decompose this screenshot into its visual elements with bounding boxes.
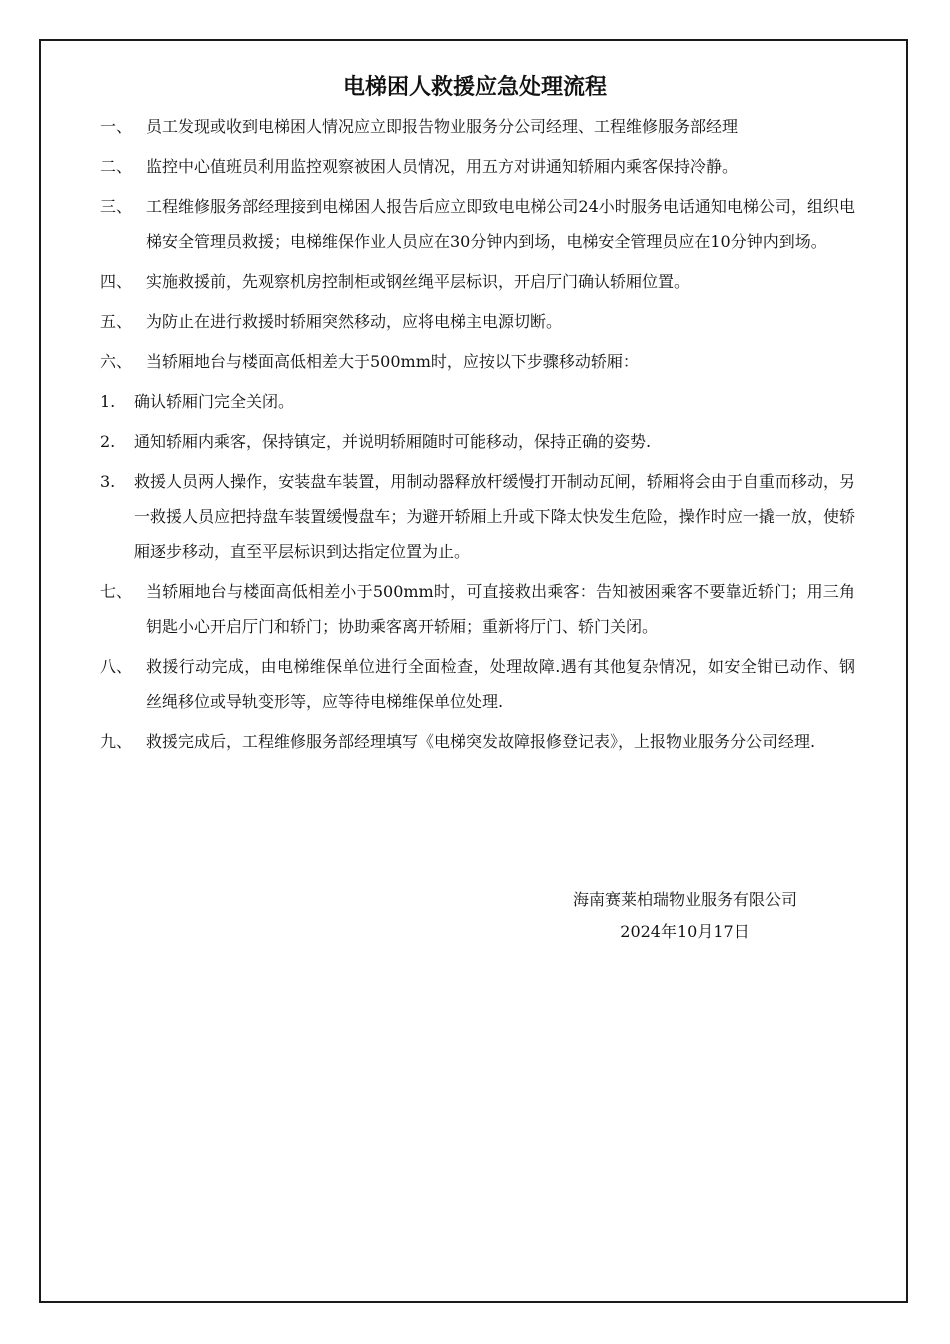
item-text: 当轿厢地台与楼面高低相差小于500mm时，可直接救出乘客：告知被困乘客不要靠近轿门；用三角钥匙小心开启厅门和轿门；协助乘客离开轿厢；重新将厅门、轿门关闭。 [146,582,855,636]
company-name: 海南赛莱柏瑞物业服务有限公司 [572,890,797,909]
substep-number: 3. [100,472,116,491]
procedure-item-1 [100,109,855,144]
procedure-item-5 [100,304,855,339]
item-text: 员工发现或收到电梯困人情况应立即报告物业服务分公司经理、工程维修服务部经理 [146,117,739,136]
procedure-item-2 [100,149,855,184]
item-number: 八、 [100,657,133,676]
item-text: 实施救援前，先观察机房控制柜或钢丝绳平层标识，开启厅门确认轿厢位置。 [146,272,691,291]
item-text: 救援行动完成，由电梯维保单位进行全面检查，处理故障.遇有其他复杂情况，如安全钳已动作、钢丝绳移位或导轨变形等，应等待电梯维保单位处理. [146,657,855,711]
document-title: 电梯困人救援应急处理流程 [342,75,607,100]
substep-text: 确认轿厢门完全关闭。 [134,392,295,411]
procedure-item-7 [100,574,855,644]
item-number: 二、 [100,157,133,176]
procedure-item-9 [100,724,855,759]
procedure-substep-3 [100,464,855,569]
procedure-item-8 [100,649,855,719]
procedure-substep-2 [100,424,855,459]
procedure-item-6 [100,344,855,379]
item-text: 工程维修服务部经理接到电梯困人报告后应立即致电电梯公司24小时服务电话通知电梯公司，组织电梯安全管理员救援；电梯维保作业人员应在30分钟内到场，电梯安全管理员应在10分钟内到场。 [146,197,855,251]
procedure-list [100,109,855,764]
item-number: 六、 [100,352,133,371]
procedure-item-4 [100,264,855,299]
item-number: 一、 [100,117,133,136]
procedure-substep-1 [100,384,855,419]
substep-text: 通知轿厢内乘客，保持镇定，并说明轿厢随时可能移动，保持正确的姿势. [134,432,652,451]
item-number: 七、 [100,582,133,601]
item-text: 为防止在进行救援时轿厢突然移动，应将电梯主电源切断。 [146,312,563,331]
item-number: 五、 [100,312,133,331]
issue-date: 2024年10月17日 [620,922,750,941]
item-number: 四、 [100,272,133,291]
substep-number: 2. [100,432,116,451]
item-text: 救援完成后，工程维修服务部经理填写《电梯突发故障报修登记表》，上报物业服务分公司经理. [146,732,816,751]
substep-number: 1. [100,392,116,411]
item-number: 三、 [100,197,133,216]
item-text: 监控中心值班员利用监控观察被困人员情况，用五方对讲通知轿厢内乘客保持冷静。 [146,157,739,176]
signature-block [500,884,870,948]
substep-text: 救援人员两人操作，安装盘车装置，用制动器释放杆缓慢打开制动瓦闸，轿厢将会由于自重而移动，另一救援人员应把持盘车装置缓慢盘车；为避开轿厢上升或下降太快发生危险，操作时应一撬一放，使轿厢逐步移动，直至平层标识到达指定位置为止。 [134,472,855,561]
procedure-item-3 [100,189,855,259]
item-text: 当轿厢地台与楼面高低相差大于500mm时，应按以下步骤移动轿厢： [146,352,639,371]
item-number: 九、 [100,732,133,751]
